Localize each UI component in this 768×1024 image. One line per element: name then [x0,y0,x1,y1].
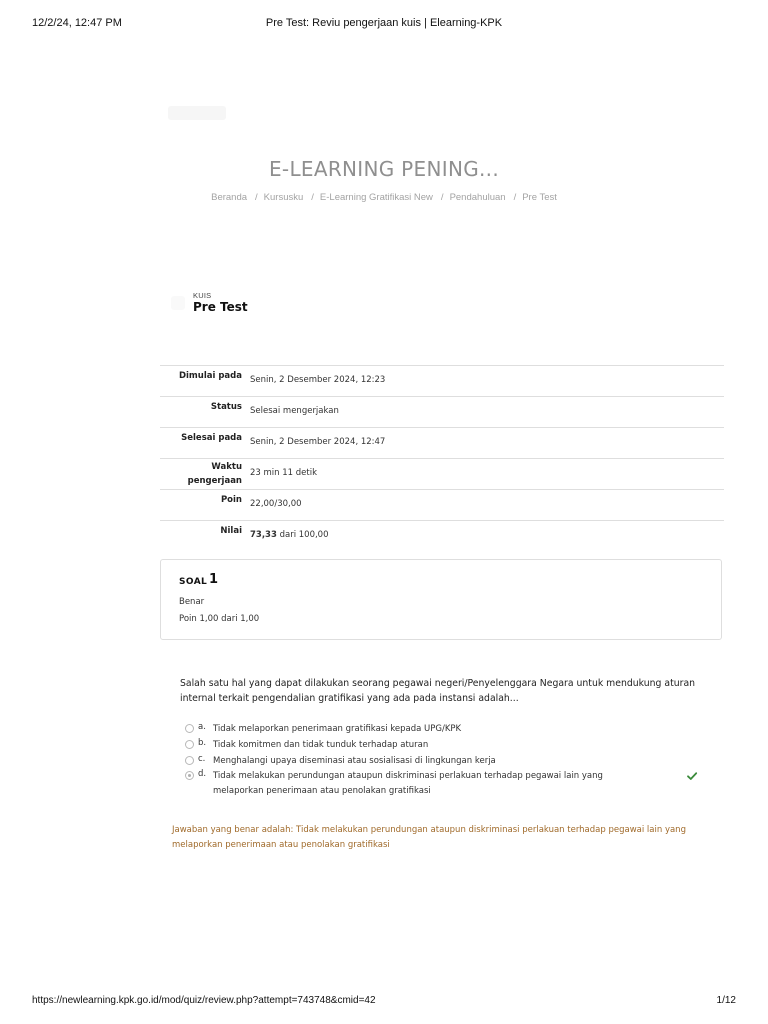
summary-label: Dimulai pada [178,371,242,381]
radio-button-selected[interactable] [185,771,194,780]
print-page-number: 1/12 [716,995,736,1006]
summary-value: Senin, 2 Desember 2024, 12:47 [250,437,386,447]
answer-text: Tidak melaporkan penerimaan gratifikasi kepada UPG/KPK [213,724,462,734]
correct-check-icon [686,770,698,782]
radio-button[interactable] [185,756,194,765]
breadcrumb-separator: / [311,192,314,203]
breadcrumb-separator: / [255,192,258,203]
activity-type-label: KUIS [193,291,212,300]
answer-option-b[interactable] [184,737,714,752]
radio-button[interactable] [185,740,194,749]
breadcrumb-separator: / [513,192,517,203]
answer-text: Tidak komitmen dan tidak tunduk terhadap aturan [213,740,429,750]
summary-value: 22,00/30,00 [250,499,302,509]
summary-label: Poin [220,495,242,505]
answer-option-c[interactable] [184,753,714,768]
grade-value: 73,33 [250,530,277,540]
activity-name: Pre Test [193,300,248,314]
summary-value [250,530,329,540]
print-timestamp: 12/2/24, 12:47 PM [32,17,122,29]
breadcrumb-item-current[interactable]: Pre Test [522,192,557,203]
answer-option-d[interactable] [184,768,714,798]
question-state: Benar [179,597,205,607]
quiz-icon [171,296,185,310]
answer-letter: c. [198,754,206,764]
summary-row-grade [160,520,724,551]
answer-option-a[interactable] [184,721,714,736]
summary-value: Selesai mengerjakan [250,406,339,416]
breadcrumb-item-course[interactable]: E-Learning Gratifikasi New [319,192,433,203]
summary-label: Status [210,402,242,412]
summary-value: Senin, 2 Desember 2024, 12:23 [250,375,386,385]
answer-text: Menghalangi upaya diseminasi atau sosialisasi di lingkungan kerja [213,756,496,766]
summary-label: Selesai pada [181,433,242,443]
print-url: https://newlearning.kpk.go.id/mod/quiz/review.php?attempt=743748&cmid=42 [32,995,376,1006]
breadcrumb-item-kursusku[interactable]: Kursusku [263,192,304,203]
summary-label: Nilai [220,526,242,536]
attempt-summary-table [160,365,724,551]
print-page-title: Pre Test: Reviu pengerjaan kuis | Elearning-KPK [265,17,503,29]
course-title: E-LEARNING PENING... [269,157,499,181]
site-logo[interactable] [168,106,226,120]
question-label: SOAL [179,577,208,587]
answer-letter: d. [198,769,207,779]
grade-max: dari 100,00 [276,530,329,540]
summary-row-duration [160,458,724,489]
answer-letter: b. [198,738,207,748]
breadcrumb-separator: / [440,192,444,203]
summary-row-status [160,396,724,427]
answer-text: Tidak melakukan perundungan ataupun diskriminasi perlakuan terhadap pegawai lain yang melaporkan penerimaan atau penolakan gratifikasi [213,771,603,796]
question-number: 1 [209,572,219,587]
breadcrumb-item-section[interactable]: Pendahuluan [449,192,506,203]
summary-row-completed [160,427,724,458]
question-text: Salah satu hal yang dapat dilakukan seorang pegawai negeri/Penyelenggara Negara untuk mendukung aturan internal terkait pengendalian gratifikasi yang ada pada instansi adalah... [180,678,696,704]
summary-row-started [160,365,724,396]
question-info-box [160,559,722,640]
breadcrumb [0,192,768,203]
answer-letter: a. [198,722,206,732]
question-grade: Poin 1,00 dari 1,00 [179,614,260,624]
summary-value: 23 min 11 detik [250,468,318,478]
correct-answer-feedback: Jawaban yang benar adalah: Tidak melakukan perundungan ataupun diskriminasi perlakuan terhadap pegawai lain yang melaporkan penerimaan atau penolakan gratifikasi [172,825,686,850]
radio-button[interactable] [185,724,194,733]
print-footer [32,995,736,1009]
summary-row-points [160,489,724,520]
summary-label: Waktu pengerjaan [187,462,242,486]
print-header [32,17,736,31]
breadcrumb-item-beranda[interactable]: Beranda [211,192,248,203]
